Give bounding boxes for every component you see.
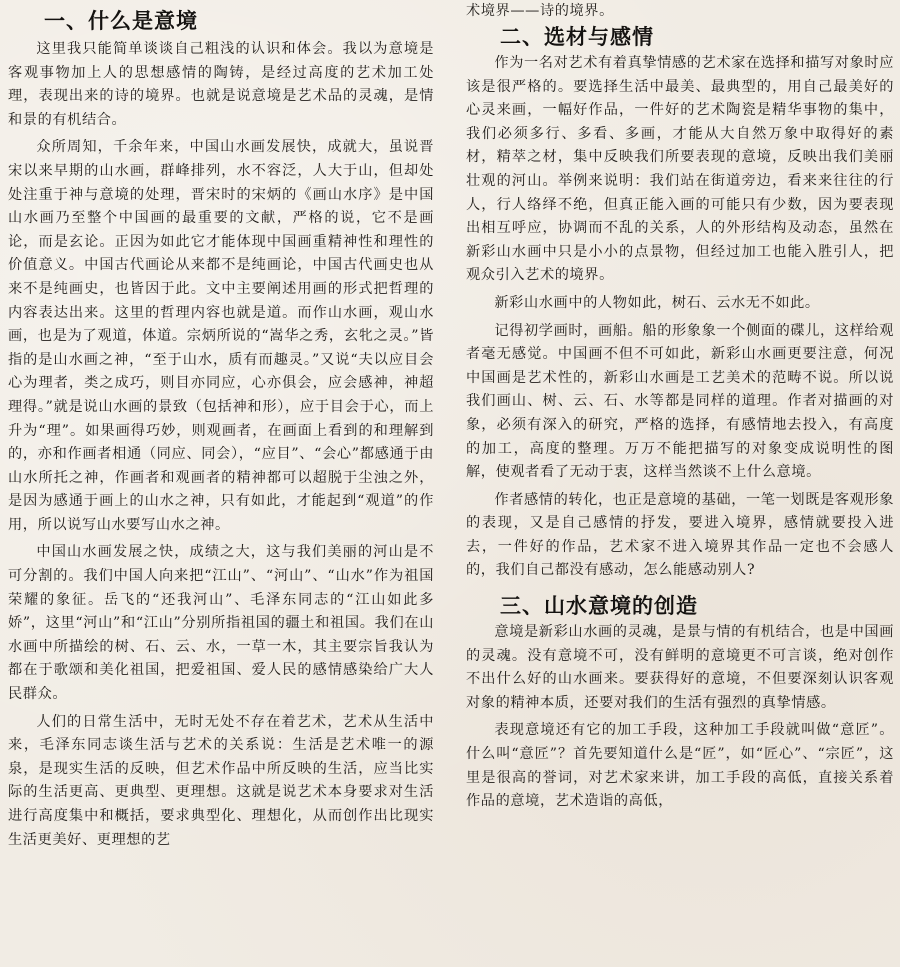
- paragraph: 新彩山水画中的人物如此，树石、云水无不如此。: [494, 294, 820, 311]
- paragraph: 作者感情的转化，也正是意境的基础，一笔一划既是客观形象的表现，又是自己感情的抒发，要进入境界，感情就要投入进去，一件好的作品，艺术家不进入境界其作品一定也不会感人的，我们自己都没有感动，怎么能感动别人?: [466, 491, 894, 579]
- paragraph: 意境是新彩山水画的灵魂，是景与情的有机结合，也是中国画的灵魂。没有意境不可，没有鲜明的意境更不可言谈，绝对创作不出什么好的山水画来。要获得好的意境，不但要深刻认识客观对象的精神本质，还要对我们的生活有强烈的真挚情感。: [466, 624, 894, 711]
- paragraph: 表现意境还有它的加工手段，这种加工手段就叫做“意匠”。什么叫“意匠”？首先要知道什么是“匠”，如“匠心”、“宗匠”，这里是很高的誉词，对艺术家来讲，加工手段的高低，直接关系着作品的意境，艺术造诣的高低，: [466, 722, 894, 810]
- paragraph: 中国山水画发展之快，成绩之大，这与我们美丽的河山是不可分割的。我们中国人向来把“江山”、“河山”、“山水”作为祖国荣耀的象征。岳飞的“还我河山”、毛泽东同志的“江山如此多娇”，这里“河山”和“江山”分别所指祖国的疆土和祖国。我们在山水画中所描绘的树、石、云、水，一草一木，其主要宗旨我认为都在于歌颂和美化祖国，把爱祖国、爱人民的感情感染给广大人民群众。: [8, 544, 434, 703]
- paragraph: 众所周知，千余年来，中国山水画发展快，成就大，虽说晋宋以来早期的山水画，群峰排列，水不容泛，人大于山，但却处处注重于神与意境的处理，晋宋时的宋炳的《画山水序》是中国山水画乃至整个中国画的最重要的文献，严格的说，它不是画论，而是玄论。正因为如此它才能体现中国画重精神性和理性的价值意义。中国古代画论从来都不是纯画论，中国古代画史也从来不是纯画史，也皆因于此。文中主要阐述用画的形式把哲理的内容表达出来。这里的哲理内容也就是道。而作山水画，观山水画，也是为了观道，体道。宗炳所说的“嵩华之秀，玄牝之灵。”皆指的是山水画之神，“至于山水，质有而趣灵。”又说“夫以应目会心为理者，类之成巧，则目亦同应，心亦俱会，应会感神，神超理得。”就是说山水画的景致（包括神和形），应于目会于心，而上升为“理”。如果画得巧妙，则观画者，在画面上看到的和理解到的，亦和作画者相通（同应、同会），“应目”、“会心”都感通于由山水所托之神，作画者和观画者的精神都可以超脱于尘浊之外，是因为感通于画上的山水之神，只有如此，才能起到“观道”的作用，所以说写山水要写山水之神。: [8, 139, 434, 533]
- section-heading-2: 二、选材与感情: [500, 25, 654, 49]
- section-heading-3: 三、山水意境的创造: [500, 594, 698, 619]
- paragraph: 记得初学画时，画船。船的形象象一个侧面的碟儿，这样给观者毫无感觉。中国画不但不可如此，新彩山水画更要注意，何况中国画是艺术性的，新彩山水画是工艺美术的范畴不说。所以说我们画山、树、云、石、水等都是同样的道理。作者对描画的对象，必须有深入的研究，严格的选择，有感情地去投入，有高度的加工，高度的整理。万万不能把描写的对象变成说明性的图解，使观者看了无动于衷，这样当然谈不上什么意境。: [466, 322, 894, 481]
- paragraph: 人们的日常生活中，无时无处不存在着艺术，艺术从生活中来，毛泽东同志谈生活与艺术的关系说：生活是艺术唯一的源泉，是现实生活的反映，但艺术作品中所反映的生活，应当比实际的生活更高、更典型、更理想。这就是说艺术本身要求对生活进行高度集中和概括，要求典型化、理想化，从而创作出比现实生活更美好、更理想的艺: [8, 713, 434, 848]
- carry-over-line: 术境界——诗的境界。: [466, 3, 614, 19]
- section-heading-1: 一、什么是意境: [44, 9, 198, 33]
- right-column: [466, 0, 894, 814]
- paragraph: 作为一名对艺术有着真挚情感的艺术家在选择和描写对象时应该是很严格的。要选择生活中最美、最典型的，用自己最美好的心灵来画，一幅好作品，一件好的艺术陶瓷是精华事物的集中，我们必须多行、多看、多画，才能从大自然万象中取得好的素材，精萃之材，集中反映我们所要表现的意境，反映出我们美丽壮观的河山。举例来说明：我们站在街道旁边，看来来往往的行人，行人络绎不绝，但真正能入画的可能只有少数，因为要表现出相互呼应，协调而不乱的关系，人的外形结构及动态，虽然在新彩山水画中只是小小的点景物，但经过加工也能入胜引人，把观众引入艺术的境界。: [466, 55, 894, 284]
- paragraph: 这里我只能简单谈谈自己粗浅的认识和体会。我以为意境是客观事物加上人的思想感情的陶铸，是经过高度的艺术加工处理，表现出来的诗的境界。也就是说意境是艺术品的灵魂，是情和景的有机结合。: [8, 41, 434, 128]
- left-column: [8, 0, 434, 852]
